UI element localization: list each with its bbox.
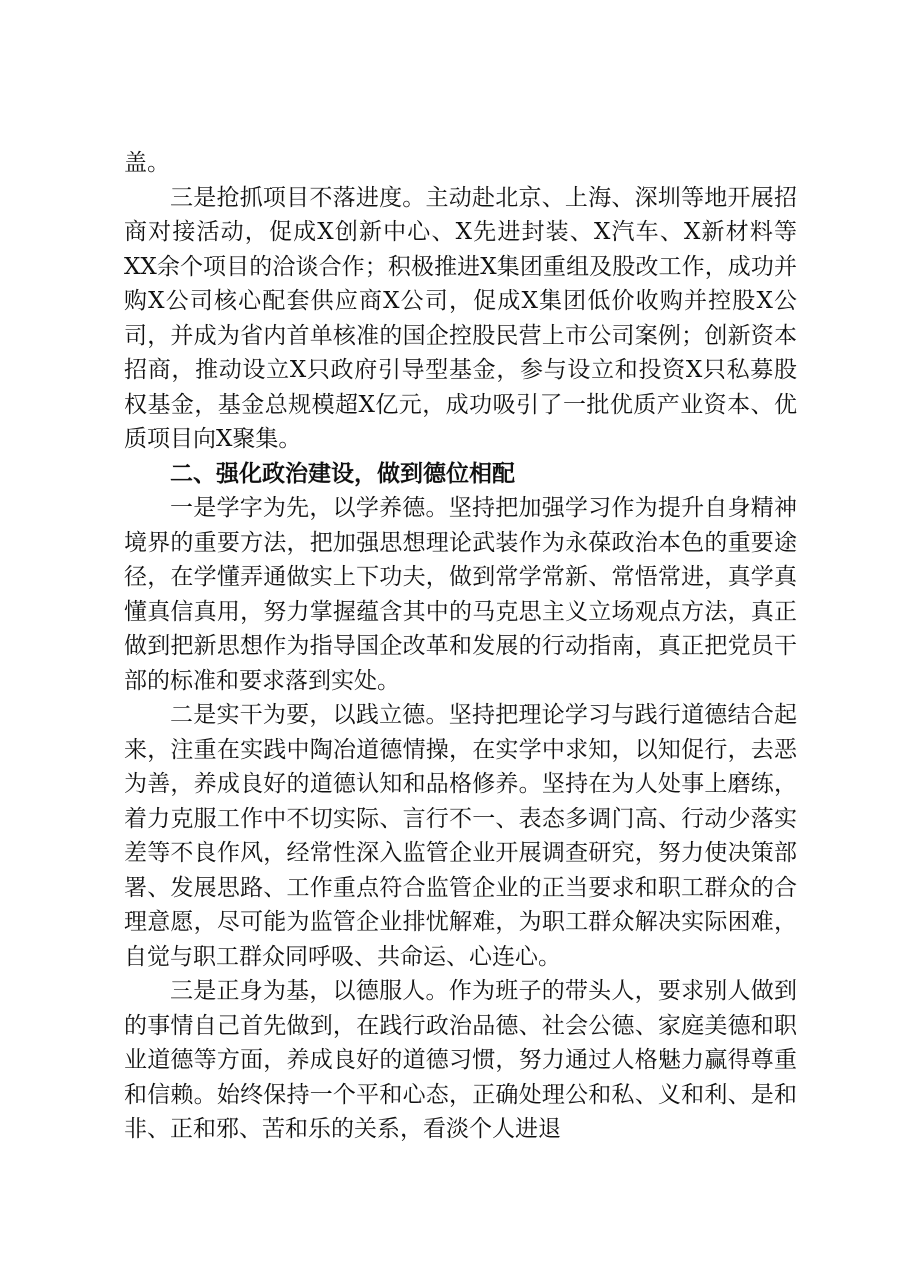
paragraph-practice-virtue: 二是实干为要，以践立德。坚持把理论学习与践行道德结合起来，注重在实践中陶冶道德情操，在实学中求知，以知促行，去恶为善，养成良好的道德认知和品格修养。坚持在为人处事上磨练，着力克服工作中不切实际、言行不一、表态多调门高、行动少落实差等不良作风，经常性深入监管企业开展调查研究，努力使决策部署、发展思路、工作重点符合监管企业的正当要求和职工群众的合理意愿，尽可能为监管企业排忧解难，为职工群众解决实际困难，自觉与职工群众同呼吸、共命运、心连心。 [124,702,797,970]
document-page [124,146,797,1147]
paragraph-study-virtue: 一是学字为先，以学养德。坚持把加强学习作为提升自身精神境界的重要方法，把加强思想理论武装作为永葆政治本色的重要途径，在学懂弄通做实上下功夫，做到常学常新、常悟常进，真学真懂真信真用，努力掌握蕴含其中的马克思主义立场观点方法，真正做到把新思想作为指导国企改革和发展的行动指南，真正把党员干部的标准和要求落到实处。 [124,495,797,694]
paragraph-integrity-virtue: 三是正身为基，以德服人。作为班子的带头人，要求别人做到的事情自己首先做到，在践行政治品德、社会公德、家庭美德和职业道德等方面，养成良好的道德习惯，努力通过人格魅力赢得尊重和信赖。始终保持一个平和心态，正确处理公和私、义和利、是和非、正和邪、苦和乐的关系，看淡个人进退 [124,978,797,1142]
paragraph-project-progress: 三是抢抓项目不落进度。主动赴北京、上海、深圳等地开展招商对接活动，促成X创新中心、X先进封装、X汽车、X新材料等XX余个项目的洽谈合作；积极推进X集团重组及股改工作，成功并购X公司核心配套供应商X公司，促成X集团低价收购并控股X公司，并成为省内首单核准的国企控股民营上市公司案例；创新资本招商，推动设立X只政府引导型基金，参与设立和投资X只私募股权基金，基金总规模超X亿元，成功吸引了一批优质产业资本、优质项目向X聚集。 [124,184,797,452]
paragraph-continuation: 盖。 [124,150,170,176]
section-heading: 二、强化政治建设，做到德位相配 [170,460,515,487]
